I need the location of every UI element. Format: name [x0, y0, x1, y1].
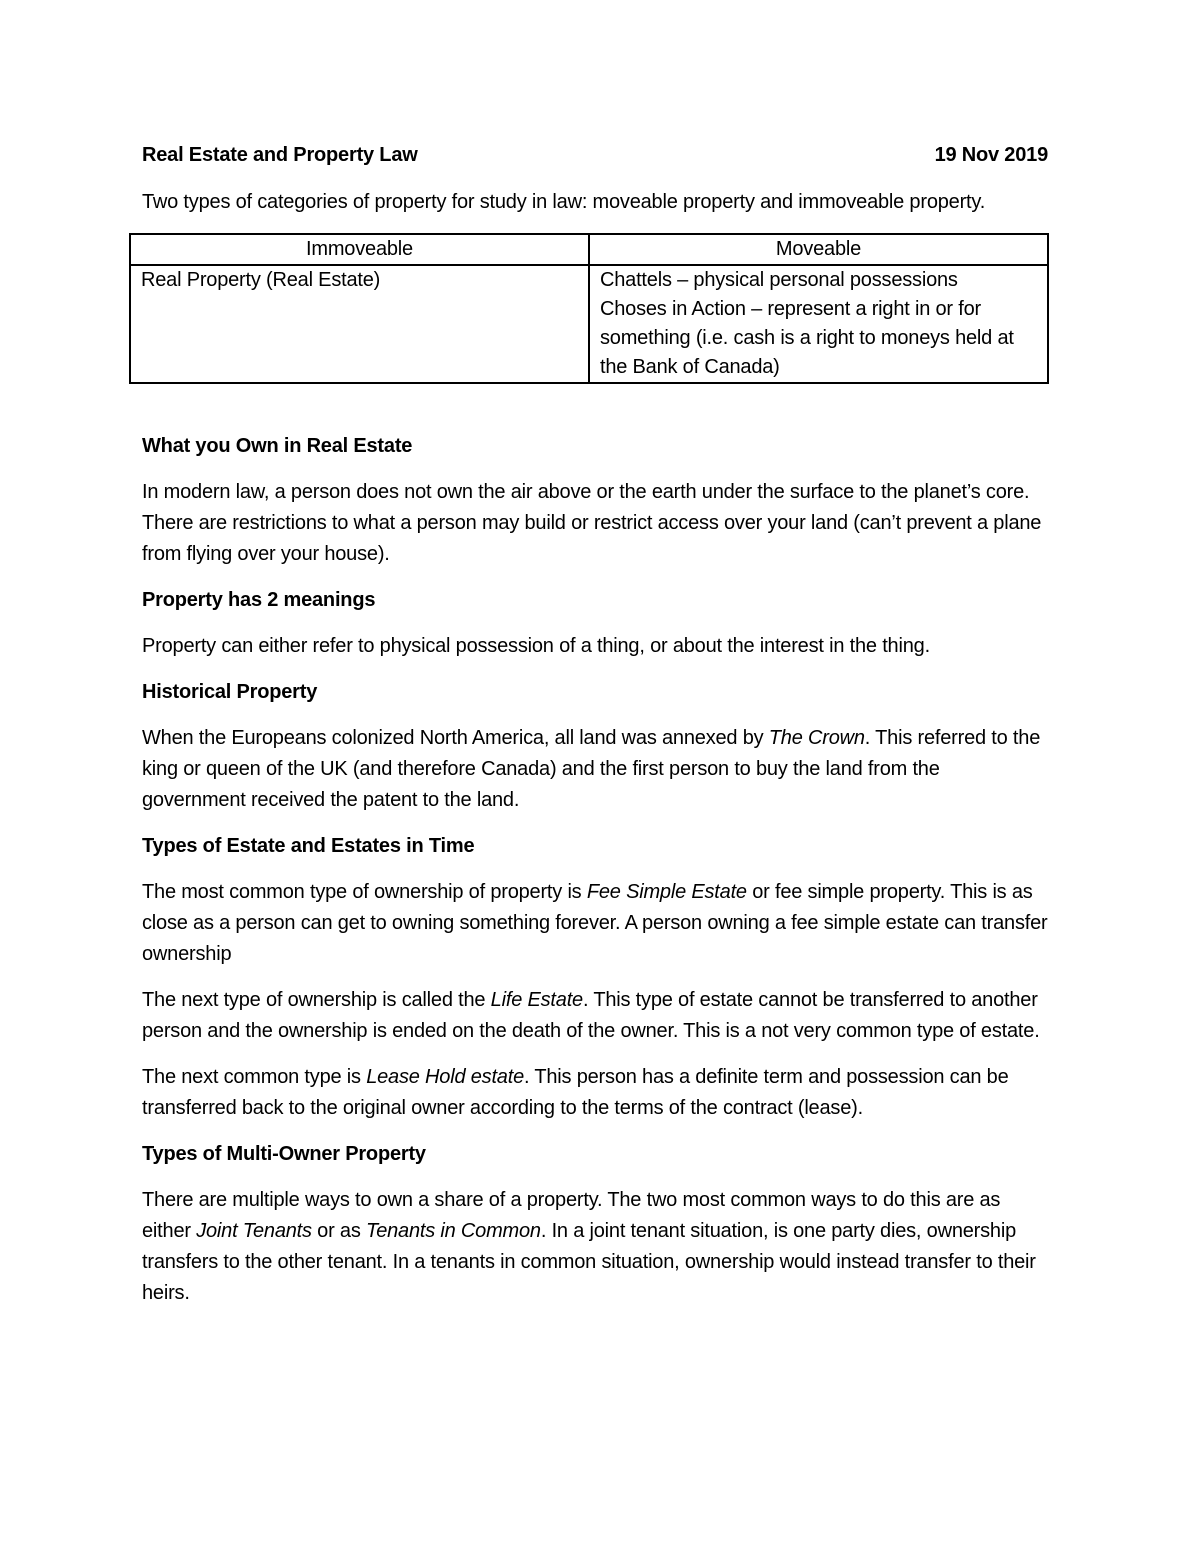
table-cell-moveable — [589, 265, 1048, 383]
text-run: . In a joint tenant situation, is one party dies, ownership transfers to the other tenant. In a tenants in common situation, ownership would instead transfer to their heirs. — [142, 1220, 1036, 1304]
moveable-chattels: Chattels – physical personal possessions — [599, 269, 958, 291]
heading-historical-property: Historical Property — [142, 681, 318, 703]
term-life-estate: Life Estate — [490, 989, 583, 1011]
table-header-row — [130, 234, 1048, 265]
paragraph-multi-owner — [142, 1185, 1048, 1309]
text-run: . This referred to the king or queen of the UK (and therefore Canada) and the first person to buy the land from the government received the patent to the land. — [142, 727, 1041, 811]
table-header-moveable: Moveable — [589, 234, 1048, 265]
term-joint-tenants: Joint Tenants — [196, 1220, 312, 1242]
paragraph-historical-property — [142, 723, 1048, 816]
text-run: When the Europeans colonized North America, all land was annexed by — [142, 727, 769, 749]
document-page — [142, 140, 1048, 1324]
document-date: 19 Nov 2019 — [934, 144, 1048, 166]
text-run: The most common type of ownership of property is — [142, 881, 587, 903]
term-lease-hold-estate: Lease Hold estate — [366, 1066, 525, 1088]
paragraph-property-meanings: Property can either refer to physical possession of a thing, or about the interest in the thing. — [142, 635, 930, 657]
heading-types-of-estate: Types of Estate and Estates in Time — [142, 835, 475, 857]
paragraph-fee-simple — [142, 877, 1048, 970]
text-run: or fee simple property. This is as close as a person can get to owning something forever. A person owning a fee simple estate can transfer ownership — [142, 881, 1048, 965]
text-run: The next type of ownership is called the — [142, 989, 491, 1011]
intro-paragraph: Two types of categories of property for study in law: moveable property and immoveable property. — [142, 191, 986, 213]
text-run: . This type of estate cannot be transferred to another person and the ownership is ended on the death of the owner. This is a not very common type of estate. — [142, 989, 1040, 1042]
heading-property-meanings: Property has 2 meanings — [142, 589, 376, 611]
paragraph-life-estate — [142, 985, 1048, 1047]
text-run: . This person has a definite term and possession can be transferred back to the original owner according to the terms of the contract (lease). — [142, 1066, 1009, 1119]
table-header-immoveable: Immoveable — [130, 234, 589, 265]
property-category-table — [129, 233, 1049, 384]
text-run: or as — [311, 1220, 367, 1242]
document-title: Real Estate and Property Law — [142, 144, 418, 166]
term-the-crown: The Crown — [768, 727, 865, 749]
term-fee-simple-estate: Fee Simple Estate — [586, 881, 747, 903]
term-tenants-in-common: Tenants in Common — [366, 1220, 541, 1242]
paragraph-what-you-own: In modern law, a person does not own the air above or the earth under the surface to the planet’s core. There are restrictions to what a person may build or restrict access over your land (can’t prevent a plane from flying over your house). — [142, 481, 1042, 565]
document-header — [142, 140, 1048, 171]
text-run: The next common type is — [142, 1066, 367, 1088]
paragraph-lease-hold — [142, 1062, 1048, 1124]
heading-what-you-own: What you Own in Real Estate — [142, 435, 413, 457]
moveable-choses-in-action: Choses in Action – represent a right in or for something (i.e. cash is a right to moneys held at the Bank of Canada) — [599, 298, 1014, 378]
heading-multi-owner: Types of Multi-Owner Property — [142, 1143, 426, 1165]
table-row — [130, 265, 1048, 383]
table-cell-immoveable: Real Property (Real Estate) — [130, 265, 589, 383]
text-run: There are multiple ways to own a share of a property. The two most common ways to do this are as either — [142, 1189, 1001, 1242]
